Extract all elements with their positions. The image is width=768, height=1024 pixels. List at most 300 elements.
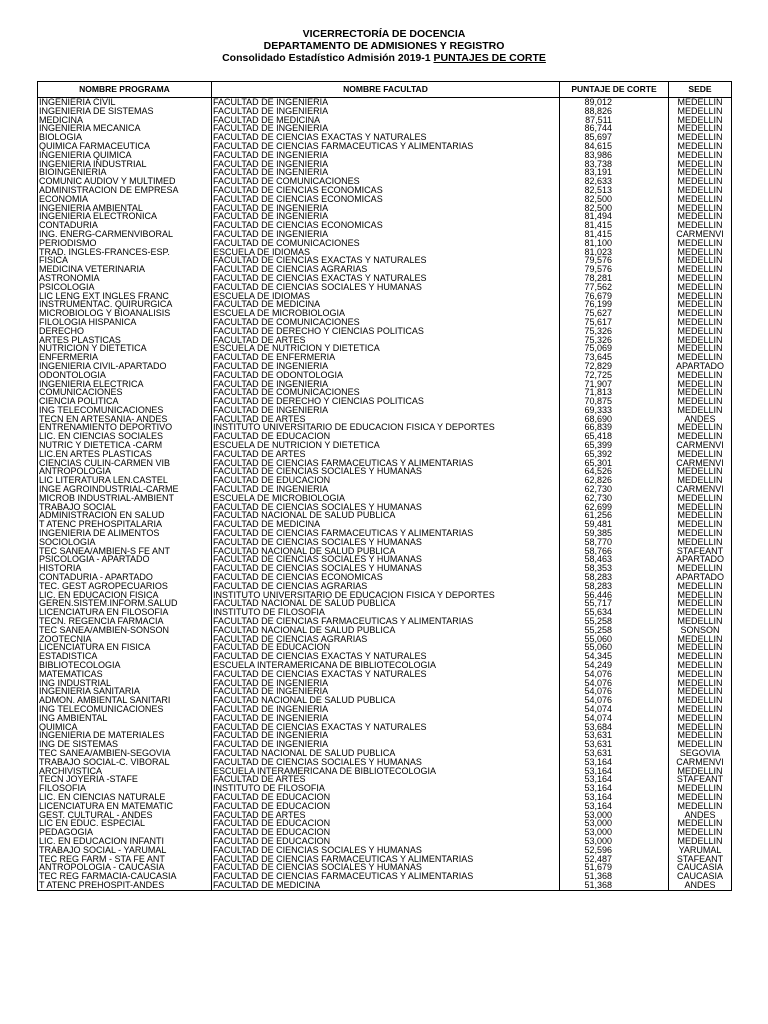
cell-nombre-facultad: FACULTAD DE CIENCIAS EXACTAS Y NATURALES [212, 274, 560, 283]
cell-puntaje-de-corte: 72,725 [560, 371, 669, 380]
cell-sede: MEDELLIN [669, 450, 732, 459]
cell-puntaje-de-corte: 53,164 [560, 767, 669, 776]
cell-sede: MEDELLIN [669, 740, 732, 749]
cell-sede: MEDELLIN [669, 212, 732, 221]
cell-sede: MEDELLIN [669, 714, 732, 723]
cell-puntaje-de-corte: 81,415 [560, 221, 669, 230]
cell-nombre-facultad: ESCUELA DE IDIOMAS [212, 248, 560, 257]
cell-sede: MEDELLIN [669, 116, 732, 125]
cell-nombre-programa: FISICA [38, 256, 212, 265]
cell-nombre-programa: ASTRONOMIA [38, 274, 212, 283]
table-row [38, 432, 732, 441]
cell-sede: MEDELLIN [669, 124, 732, 133]
cell-nombre-facultad: FACULTAD DE CIENCIAS EXACTAS Y NATURALES [212, 133, 560, 142]
cell-puntaje-de-corte: 58,766 [560, 547, 669, 556]
cell-puntaje-de-corte: 62,826 [560, 476, 669, 485]
cell-nombre-programa: ANTROPOLOGIA [38, 467, 212, 476]
cell-nombre-programa: LIC. EN EDUCACION INFANTI [38, 837, 212, 846]
cell-nombre-facultad: FACULTAD DE ARTES [212, 775, 560, 784]
cell-nombre-programa: INGENIERIA MECANICA [38, 124, 212, 133]
cell-sede: MEDELLIN [669, 133, 732, 142]
cell-puntaje-de-corte: 54,345 [560, 652, 669, 661]
cell-sede: MEDELLIN [669, 802, 732, 811]
cell-nombre-facultad: ESCUELA DE MICROBIOLOGIA [212, 309, 560, 318]
table-row [38, 819, 732, 828]
table-row [38, 582, 732, 591]
cell-nombre-programa: FILOSOFIA [38, 784, 212, 793]
cell-sede: MEDELLIN [669, 344, 732, 353]
cell-nombre-programa: HISTORIA [38, 564, 212, 573]
cell-nombre-facultad: FACULTAD DE INGENIERIA [212, 98, 560, 107]
table-row [38, 802, 732, 811]
cell-sede: MEDELLIN [669, 661, 732, 670]
cell-sede: MEDELLIN [669, 432, 732, 441]
cell-puntaje-de-corte: 65,301 [560, 459, 669, 468]
cell-sede: ANDES [669, 881, 732, 890]
cell-nombre-facultad: FACULTAD DE CIENCIAS FARMACEUTICAS Y ALIMENTARIAS [212, 459, 560, 468]
cell-nombre-facultad: FACULTAD DE DERECHO Y CIENCIAS POLITICAS [212, 327, 560, 336]
table-row [38, 459, 732, 468]
cell-sede: SEGOVIA [669, 749, 732, 758]
header-line-3-underlined: PUNTAJES DE CORTE [433, 52, 546, 64]
cell-sede: APARTADO [669, 362, 732, 371]
cell-sede: MEDELLIN [669, 142, 732, 151]
cell-puntaje-de-corte: 88,826 [560, 107, 669, 116]
header-line-3-prefix: Consolidado Estadístico Admisión 2019-1 [222, 52, 434, 64]
cell-nombre-facultad: FACULTAD DE INGENIERIA [212, 380, 560, 389]
cell-nombre-facultad: FACULTAD DE COMUNICACIONES [212, 239, 560, 248]
cell-sede: MEDELLIN [669, 494, 732, 503]
header-line-1: VICERRECTORÍA DE DOCENCIA [302, 28, 466, 40]
cell-sede: MEDELLIN [669, 160, 732, 169]
cell-nombre-programa: TEC. GEST AGROPECUARIOS [38, 582, 212, 591]
cell-nombre-facultad: ESCUELA DE NUTRICION Y DIETETICA [212, 441, 560, 450]
cell-puntaje-de-corte: 65,399 [560, 441, 669, 450]
cell-nombre-facultad: FACULTAD DE CIENCIAS AGRARIAS [212, 582, 560, 591]
cell-nombre-facultad: ESCUELA INTERAMERICANA DE BIBLIOTECOLOGIA [212, 767, 560, 776]
cell-sede: MEDELLIN [669, 274, 732, 283]
table-row [38, 555, 732, 564]
cell-nombre-facultad: ESCUELA DE NUTRICION Y DIETETICA [212, 344, 560, 353]
cell-nombre-programa: TRAD. INGLES-FRANCES-ESP. [38, 248, 212, 257]
table-row [38, 415, 732, 424]
cell-puntaje-de-corte: 86,744 [560, 124, 669, 133]
table-row [38, 177, 732, 186]
cell-nombre-programa: ZOOTECNIA [38, 635, 212, 644]
table-row [38, 758, 732, 767]
cell-puntaje-de-corte: 81,100 [560, 239, 669, 248]
cell-puntaje-de-corte: 75,326 [560, 336, 669, 345]
table-row [38, 635, 732, 644]
cell-puntaje-de-corte: 58,353 [560, 564, 669, 573]
cell-sede: MEDELLIN [669, 643, 732, 652]
table-row [38, 397, 732, 406]
cell-sede: APARTADO [669, 573, 732, 582]
cell-nombre-facultad: FACULTAD DE MEDICINA [212, 116, 560, 125]
cell-nombre-programa: ADMINISTRACION EN SALUD [38, 511, 212, 520]
cell-puntaje-de-corte: 53,631 [560, 731, 669, 740]
cell-nombre-programa: TECN JOYERIA -STAFE [38, 775, 212, 784]
cell-nombre-programa: ESTADISTICA [38, 652, 212, 661]
cell-puntaje-de-corte: 51,368 [560, 881, 669, 890]
table-row [38, 855, 732, 864]
cell-puntaje-de-corte: 89,012 [560, 98, 669, 107]
cell-nombre-programa: MICROBIOLOG Y BIOANALISIS [38, 309, 212, 318]
cell-sede: MEDELLIN [669, 819, 732, 828]
cell-sede: MEDELLIN [669, 731, 732, 740]
cell-nombre-programa: CONTADURIA - APARTADO [38, 573, 212, 582]
table-row [38, 327, 732, 336]
cell-puntaje-de-corte: 55,258 [560, 617, 669, 626]
cell-nombre-facultad: FACULTAD DE CIENCIAS SOCIALES Y HUMANAS [212, 846, 560, 855]
table-row [38, 186, 732, 195]
cell-puntaje-de-corte: 53,164 [560, 775, 669, 784]
cell-nombre-programa: COMUNIC AUDIOV Y MULTIMED [38, 177, 212, 186]
cell-nombre-facultad: FACULTAD DE COMUNICACIONES [212, 388, 560, 397]
cell-nombre-facultad: INSTITUTO DE FILOSOFIA [212, 784, 560, 793]
table-row [38, 467, 732, 476]
cell-nombre-programa: BIBLIOTECOLOGIA [38, 661, 212, 670]
cell-sede: MEDELLIN [669, 793, 732, 802]
cell-puntaje-de-corte: 76,679 [560, 292, 669, 301]
table-row [38, 212, 732, 221]
cell-nombre-programa: INGENIERIA CIVIL-APARTADO [38, 362, 212, 371]
table-row [38, 423, 732, 432]
cell-nombre-facultad: FACULTAD DE INGENIERIA [212, 107, 560, 116]
cell-nombre-programa: TECN. REGENCIA FARMACIA [38, 617, 212, 626]
cell-nombre-programa: INGENIERIA QUIMICA [38, 151, 212, 160]
cell-puntaje-de-corte: 55,060 [560, 635, 669, 644]
table-row [38, 292, 732, 301]
cell-puntaje-de-corte: 87,511 [560, 116, 669, 125]
cell-nombre-facultad: FACULTAD DE COMUNICACIONES [212, 318, 560, 327]
cell-puntaje-de-corte: 59,481 [560, 520, 669, 529]
header-sede: SEDE [669, 82, 732, 98]
cell-puntaje-de-corte: 83,191 [560, 168, 669, 177]
cell-nombre-programa: INGENIERIA ELECTRICA [38, 380, 212, 389]
cell-nombre-programa: PSICOLOGIA [38, 283, 212, 292]
cell-nombre-facultad: FACULTAD DE MEDICINA [212, 881, 560, 890]
cell-sede: CARMENVI [669, 230, 732, 239]
cell-sede: MEDELLIN [669, 670, 732, 679]
cell-puntaje-de-corte: 85,697 [560, 133, 669, 142]
cell-nombre-programa: ENTRENAMIENTO DEPORTIVO [38, 423, 212, 432]
cell-puntaje-de-corte: 53,164 [560, 784, 669, 793]
cell-nombre-programa: PERIODISMO [38, 239, 212, 248]
cell-sede: STAFEANT [669, 775, 732, 784]
table-row [38, 740, 732, 749]
table-row [38, 687, 732, 696]
table-row [38, 652, 732, 661]
table-row [38, 784, 732, 793]
cell-nombre-programa: ARTES PLASTICAS [38, 336, 212, 345]
cell-nombre-programa: INGENIERIA INDUSTRIAL [38, 160, 212, 169]
cell-puntaje-de-corte: 65,418 [560, 432, 669, 441]
cell-nombre-programa: ADMINISTRACION DE EMPRESA [38, 186, 212, 195]
cell-sede: MEDELLIN [669, 151, 732, 160]
cell-nombre-programa: MATEMATICAS [38, 670, 212, 679]
cell-nombre-facultad: FACULTAD DE CIENCIAS EXACTAS Y NATURALES [212, 652, 560, 661]
cell-puntaje-de-corte: 82,513 [560, 186, 669, 195]
cell-nombre-programa: ING INDUSTRIAL [38, 679, 212, 688]
table-row [38, 336, 732, 345]
cell-nombre-programa: BIOLOGIA [38, 133, 212, 142]
cell-sede: MEDELLIN [669, 168, 732, 177]
cell-puntaje-de-corte: 62,730 [560, 494, 669, 503]
table-row [38, 485, 732, 494]
cell-sede: MEDELLIN [669, 696, 732, 705]
cell-puntaje-de-corte: 58,463 [560, 555, 669, 564]
cell-nombre-facultad: FACULTAD NACIONAL DE SALUD PUBLICA [212, 547, 560, 556]
cell-nombre-programa: T ATENC PREHOSPIT-ANDES [38, 881, 212, 890]
cell-sede: MEDELLIN [669, 248, 732, 257]
cell-nombre-programa: TEC SANEA/AMBIEN-SEGOVIA [38, 749, 212, 758]
cell-puntaje-de-corte: 53,164 [560, 793, 669, 802]
cell-nombre-programa: INGENIERIA SANITARIA [38, 687, 212, 696]
cell-sede: CAUCASIA [669, 863, 732, 872]
cell-nombre-facultad: FACULTAD DE EDUCACION [212, 828, 560, 837]
cell-puntaje-de-corte: 79,576 [560, 265, 669, 274]
cell-puntaje-de-corte: 77,562 [560, 283, 669, 292]
cell-sede: MEDELLIN [669, 177, 732, 186]
cell-sede: MEDELLIN [669, 652, 732, 661]
cell-puntaje-de-corte: 70,875 [560, 397, 669, 406]
cell-sede: MEDELLIN [669, 837, 732, 846]
cell-nombre-programa: ING AMBIENTAL [38, 714, 212, 723]
cell-puntaje-de-corte: 79,576 [560, 256, 669, 265]
table-row [38, 353, 732, 362]
table-row [38, 300, 732, 309]
table-row [38, 529, 732, 538]
cell-sede: MEDELLIN [669, 679, 732, 688]
table-row [38, 538, 732, 547]
cell-puntaje-de-corte: 76,199 [560, 300, 669, 309]
cell-nombre-facultad: FACULTAD DE INGENIERIA [212, 151, 560, 160]
cell-nombre-facultad: INSTITUTO UNIVERSITARIO DE EDUCACION FISICA Y DEPORTES [212, 423, 560, 432]
table-row [38, 599, 732, 608]
cell-puntaje-de-corte: 53,000 [560, 828, 669, 837]
cell-puntaje-de-corte: 62,730 [560, 485, 669, 494]
cell-sede: MEDELLIN [669, 591, 732, 600]
cell-nombre-programa: INGENIERIA CIVIL [38, 98, 212, 107]
cell-sede: MEDELLIN [669, 318, 732, 327]
cell-sede: MEDELLIN [669, 564, 732, 573]
cell-nombre-facultad: FACULTAD DE INGENIERIA [212, 212, 560, 221]
cell-sede: MEDELLIN [669, 265, 732, 274]
cell-nombre-facultad: FACULTAD NACIONAL DE SALUD PUBLICA [212, 749, 560, 758]
document-header [0, 28, 768, 64]
cell-sede: MEDELLIN [669, 239, 732, 248]
cell-nombre-facultad: ESCUELA INTERAMERICANA DE BIBLIOTECOLOGIA [212, 661, 560, 670]
cell-nombre-programa: ING TELECOMUNICACIONES [38, 406, 212, 415]
cell-sede: MEDELLIN [669, 292, 732, 301]
cell-puntaje-de-corte: 55,258 [560, 626, 669, 635]
cell-nombre-facultad: FACULTAD DE COMUNICACIONES [212, 177, 560, 186]
cell-puntaje-de-corte: 53,164 [560, 802, 669, 811]
cell-puntaje-de-corte: 53,631 [560, 740, 669, 749]
table-row [38, 195, 732, 204]
cell-nombre-facultad: FACULTAD DE CIENCIAS EXACTAS Y NATURALES [212, 670, 560, 679]
cell-nombre-programa: SOCIOLOGIA [38, 538, 212, 547]
table-row [38, 511, 732, 520]
cell-puntaje-de-corte: 81,415 [560, 230, 669, 239]
cell-puntaje-de-corte: 54,076 [560, 679, 669, 688]
cell-nombre-facultad: FACULTAD DE EDUCACION [212, 793, 560, 802]
table-row [38, 714, 732, 723]
cell-nombre-programa: ENFERMERIA [38, 353, 212, 362]
table-row [38, 863, 732, 872]
cell-puntaje-de-corte: 58,283 [560, 582, 669, 591]
cell-puntaje-de-corte: 71,907 [560, 380, 669, 389]
table-row [38, 503, 732, 512]
cell-nombre-facultad: FACULTAD DE INGENIERIA [212, 714, 560, 723]
cell-sede: MEDELLIN [669, 635, 732, 644]
cell-nombre-facultad: FACULTAD DE EDUCACION [212, 432, 560, 441]
cell-nombre-programa: COMUNICACIONES [38, 388, 212, 397]
cell-sede: MEDELLIN [669, 617, 732, 626]
cell-puntaje-de-corte: 69,333 [560, 406, 669, 415]
cell-sede: MEDELLIN [669, 828, 732, 837]
cell-nombre-facultad: FACULTAD DE CIENCIAS SOCIALES Y HUMANAS [212, 467, 560, 476]
cell-puntaje-de-corte: 53,631 [560, 749, 669, 758]
table-header-row [38, 82, 732, 98]
cell-nombre-programa: CIENCIA POLITICA [38, 397, 212, 406]
cell-nombre-facultad: FACULTAD DE INGENIERIA [212, 124, 560, 133]
table-row [38, 767, 732, 776]
cell-nombre-programa: MEDICINA VETERINARIA [38, 265, 212, 274]
cell-nombre-facultad: FACULTAD DE ARTES [212, 450, 560, 459]
cell-puntaje-de-corte: 58,283 [560, 573, 669, 582]
table-row [38, 142, 732, 151]
cell-sede: MEDELLIN [669, 608, 732, 617]
cell-puntaje-de-corte: 56,446 [560, 591, 669, 600]
cell-nombre-programa: LICENCIATURA EN FISICA [38, 643, 212, 652]
table-row [38, 520, 732, 529]
cell-puntaje-de-corte: 83,738 [560, 160, 669, 169]
cell-nombre-facultad: FACULTAD DE CIENCIAS SOCIALES Y HUMANAS [212, 538, 560, 547]
table-row [38, 705, 732, 714]
cell-nombre-facultad: FACULTAD DE EDUCACION [212, 802, 560, 811]
table-row [38, 98, 732, 107]
cell-nombre-facultad: FACULTAD DE ARTES [212, 811, 560, 820]
table-row [38, 828, 732, 837]
table-row [38, 679, 732, 688]
table-row [38, 388, 732, 397]
cell-sede: MEDELLIN [669, 300, 732, 309]
cell-nombre-facultad: FACULTAD DE CIENCIAS ECONOMICAS [212, 221, 560, 230]
table-row [38, 591, 732, 600]
cell-nombre-facultad: FACULTAD DE CIENCIAS FARMACEUTICAS Y ALIMENTARIAS [212, 142, 560, 151]
cell-nombre-programa: ING. ENERG-CARMENVIBORAL [38, 230, 212, 239]
table-row [38, 661, 732, 670]
cell-sede: MEDELLIN [669, 582, 732, 591]
cell-puntaje-de-corte: 53,000 [560, 819, 669, 828]
table-row [38, 881, 732, 890]
cell-nombre-programa: INGENIERIA ELECTRONICA [38, 212, 212, 221]
cell-sede: MEDELLIN [669, 529, 732, 538]
cell-nombre-programa: LIC. EN CIENCIAS NATURALE [38, 793, 212, 802]
cell-puntaje-de-corte: 81,023 [560, 248, 669, 257]
cell-puntaje-de-corte: 52,596 [560, 846, 669, 855]
table-row [38, 168, 732, 177]
cell-nombre-programa: BIOINGENIERIA [38, 168, 212, 177]
cell-puntaje-de-corte: 53,000 [560, 837, 669, 846]
cell-puntaje-de-corte: 78,281 [560, 274, 669, 283]
cell-nombre-programa: GEST. CULTURAL - ANDES [38, 811, 212, 820]
cell-nombre-facultad: FACULTAD DE INGENIERIA [212, 406, 560, 415]
cell-nombre-facultad: FACULTAD DE CIENCIAS SOCIALES Y HUMANAS [212, 283, 560, 292]
cell-puntaje-de-corte: 71,813 [560, 388, 669, 397]
cell-puntaje-de-corte: 59,385 [560, 529, 669, 538]
cell-puntaje-de-corte: 53,164 [560, 758, 669, 767]
cutoff-scores-table [37, 81, 732, 891]
cell-nombre-programa: NUTRICION Y DIETETICA [38, 344, 212, 353]
cell-sede: CARMENVI [669, 485, 732, 494]
table-row [38, 626, 732, 635]
cell-nombre-programa: PEDAGOGIA [38, 828, 212, 837]
cell-nombre-programa: ARCHIVISTICA [38, 767, 212, 776]
table-row [38, 107, 732, 116]
cell-nombre-programa: LIC LITERATURA LEN.CASTEL [38, 476, 212, 485]
cell-nombre-programa: INGENIERIA DE ALIMENTOS [38, 529, 212, 538]
table-row [38, 450, 732, 459]
cell-sede: MEDELLIN [669, 98, 732, 107]
cell-nombre-facultad: FACULTAD DE MEDICINA [212, 300, 560, 309]
cell-sede: MEDELLIN [669, 723, 732, 732]
cell-nombre-facultad: ESCUELA DE IDIOMAS [212, 292, 560, 301]
table-row [38, 371, 732, 380]
cell-sede: MEDELLIN [669, 784, 732, 793]
cell-nombre-programa: INGENIERIA DE SISTEMAS [38, 107, 212, 116]
cell-nombre-facultad: FACULTAD DE EDUCACION [212, 643, 560, 652]
cell-puntaje-de-corte: 64,526 [560, 467, 669, 476]
cell-nombre-programa: LIC. EN EDUCACION FISICA [38, 591, 212, 600]
table-row [38, 643, 732, 652]
cell-sede: APARTADO [669, 555, 732, 564]
cell-nombre-facultad: FACULTAD DE INGENIERIA [212, 204, 560, 213]
cell-sede: MEDELLIN [669, 388, 732, 397]
cell-sede: YARUMAL [669, 846, 732, 855]
cell-puntaje-de-corte: 62,699 [560, 503, 669, 512]
cell-nombre-programa: TEC SANEA/AMBIEN-SONSON [38, 626, 212, 635]
header-line-2: DEPARTAMENTO DE ADMISIONES Y REGISTRO [263, 40, 505, 52]
table-row [38, 344, 732, 353]
cell-nombre-facultad: FACULTAD NACIONAL DE SALUD PUBLICA [212, 511, 560, 520]
cell-puntaje-de-corte: 53,000 [560, 811, 669, 820]
cell-puntaje-de-corte: 75,627 [560, 309, 669, 318]
header-nombre-programa: NOMBRE PROGRAMA [38, 82, 212, 98]
cell-nombre-programa: LIC. EN CIENCIAS SOCIALES [38, 432, 212, 441]
cell-puntaje-de-corte: 54,076 [560, 687, 669, 696]
table-row [38, 274, 732, 283]
table-row [38, 749, 732, 758]
table-row [38, 151, 732, 160]
cell-nombre-programa: ADMON. AMBIENTAL SANITARI [38, 696, 212, 705]
cell-sede: MEDELLIN [669, 511, 732, 520]
cell-nombre-facultad: FACULTAD DE INGENIERIA [212, 168, 560, 177]
cell-sede: MEDELLIN [669, 397, 732, 406]
table-row [38, 723, 732, 732]
table-row [38, 837, 732, 846]
cell-nombre-programa: TECN EN ARTESANIA- ANDES [38, 415, 212, 424]
cell-nombre-facultad: FACULTAD DE INGENIERIA [212, 740, 560, 749]
cell-sede: MEDELLIN [669, 371, 732, 380]
table-row [38, 441, 732, 450]
table-row [38, 380, 732, 389]
cell-sede: MEDELLIN [669, 599, 732, 608]
cell-nombre-facultad: INSTITUTO DE FILOSOFIA [212, 608, 560, 617]
cell-sede: MEDELLIN [669, 204, 732, 213]
